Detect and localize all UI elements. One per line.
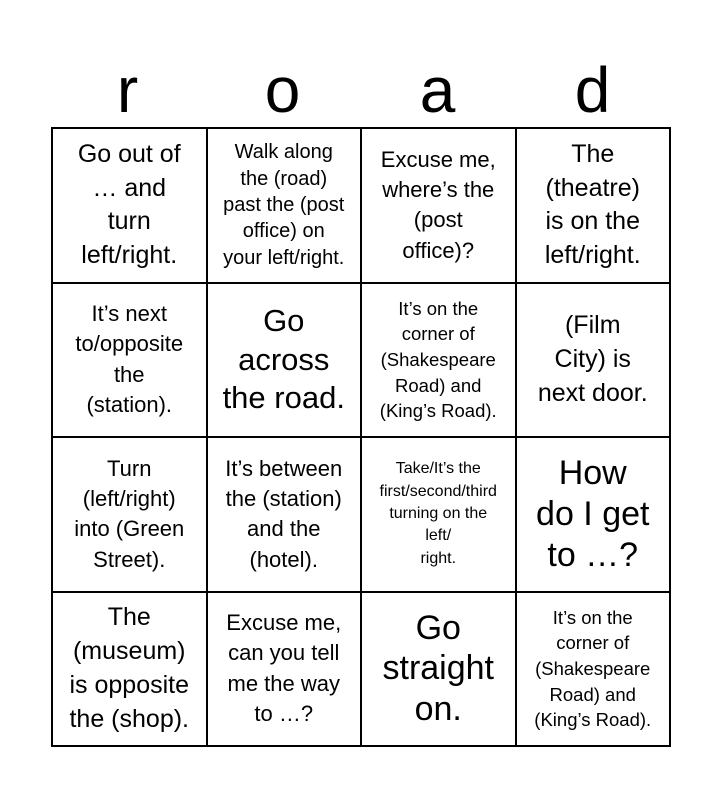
cell-text: It’s on the corner of (Shakespeare Road) and (King’s Road).: [379, 297, 497, 422]
cell-text: Go straight on.: [382, 608, 494, 729]
header-letter-d: d: [574, 54, 611, 126]
bingo-header: [50, 54, 670, 126]
bingo-cell[interactable]: [208, 593, 363, 748]
cell-text: How do I get to …?: [536, 454, 650, 574]
bingo-cell[interactable]: [53, 284, 208, 439]
bingo-cell[interactable]: [53, 438, 208, 593]
bingo-cell[interactable]: [517, 593, 672, 748]
bingo-cell[interactable]: [362, 438, 517, 593]
bingo-cell[interactable]: [517, 284, 672, 439]
cell-text: Go out of … and turn left/right.: [77, 139, 181, 269]
header-letter-r: r: [116, 54, 139, 126]
header-letter-o: o: [264, 54, 301, 126]
cell-text: Walk along the (road) past the (post office) on your left/right.: [223, 141, 345, 269]
bingo-card-grid: [51, 127, 671, 747]
bingo-cell[interactable]: [208, 284, 363, 439]
cell-text: Excuse me, where’s the (post office)?: [380, 146, 496, 263]
cell-text: Turn (left/right) into (Green Street).: [74, 455, 185, 572]
header-letter-a: a: [419, 54, 456, 126]
cell-text: It’s between the (station) and the (hotel).: [225, 455, 343, 572]
cell-text: The (theatre) is on the left/right.: [544, 139, 641, 269]
cell-text: The (museum) is opposite the (shop).: [69, 603, 190, 733]
cell-text: Take/It’s the first/second/third turning on the left/ right.: [379, 460, 497, 567]
cell-text: It’s on the corner of (Shakespeare Road) and (King’s Road).: [534, 606, 652, 731]
bingo-cell[interactable]: [517, 438, 672, 593]
cell-text: Excuse me, can you tell me the way to …?: [226, 610, 342, 727]
cell-text: Go across the road.: [222, 303, 345, 415]
bingo-cell[interactable]: [517, 129, 672, 284]
cell-text: (Film City) is next door.: [537, 311, 648, 407]
bingo-cell[interactable]: [53, 129, 208, 284]
bingo-cell[interactable]: [362, 593, 517, 748]
cell-text: It’s next to/opposite the (station).: [75, 301, 184, 418]
bingo-cell[interactable]: [208, 129, 363, 284]
bingo-cell[interactable]: [362, 284, 517, 439]
bingo-cell[interactable]: [208, 438, 363, 593]
bingo-cell[interactable]: [53, 593, 208, 748]
bingo-cell[interactable]: [362, 129, 517, 284]
